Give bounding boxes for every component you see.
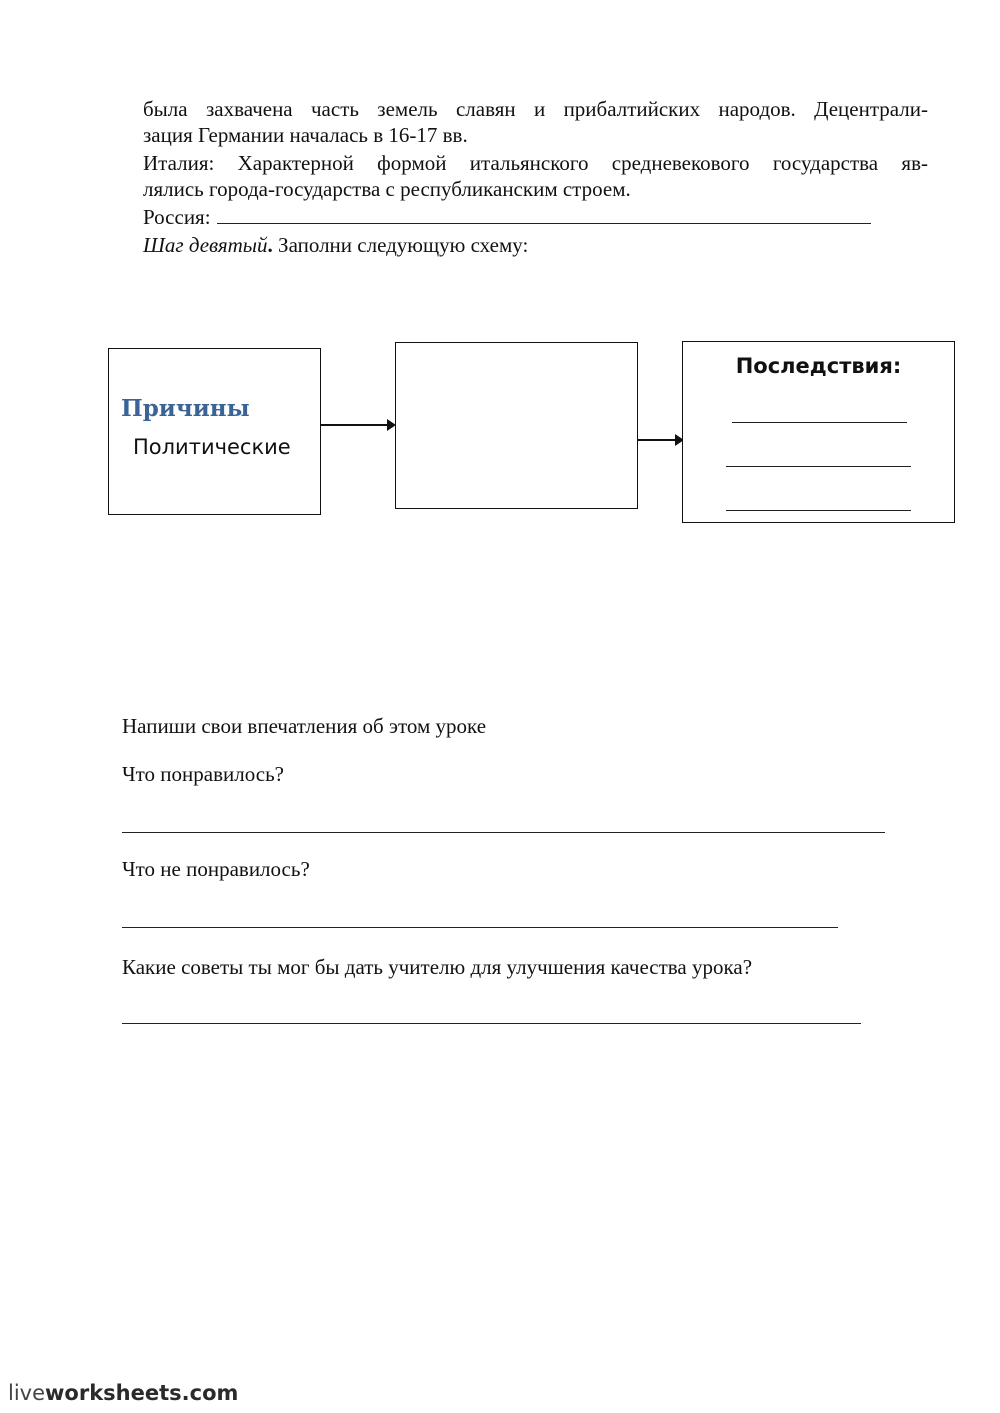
consequences-box (682, 341, 955, 523)
question-advice: Какие советы ты мог бы дать учителю для улучшения качества урока? (122, 955, 753, 979)
paragraph-line-2: зация Германии началась в 16-17 вв. (143, 123, 468, 147)
arrow-right-2 (638, 439, 682, 441)
russia-answer-line[interactable] (217, 203, 871, 224)
answer-line-disliked[interactable] (122, 927, 838, 928)
logo-suffix: .com (181, 1381, 239, 1405)
logo-brand: worksheets (45, 1381, 182, 1405)
russia-row (143, 203, 871, 230)
consequence-line-2[interactable] (726, 466, 911, 467)
consequence-line-3[interactable] (726, 510, 911, 511)
answer-line-liked[interactable] (122, 832, 885, 833)
paragraph-line-4: лялись города-государства с республиканским строем. (143, 177, 631, 201)
causes-box (108, 348, 321, 515)
middle-box-empty[interactable] (395, 342, 638, 509)
question-liked: Что понравилось? (122, 762, 284, 786)
russia-label: Россия: (143, 205, 211, 229)
step-nine-instruction: Заполни следующую схему: (272, 233, 529, 257)
step-nine-line (143, 232, 528, 258)
liveworksheets-logo (8, 1381, 238, 1405)
causes-title: Причины (121, 395, 250, 422)
logo-prefix: live (8, 1381, 46, 1405)
question-disliked: Что не понравилось? (122, 857, 310, 881)
arrow-right-1 (321, 424, 394, 426)
consequence-line-1[interactable] (732, 422, 907, 423)
step-nine-label: Шаг девятый (143, 233, 268, 257)
paragraph-line-1: была захвачена часть земель славян и прибалтийских народов. Децентрали- (143, 97, 928, 121)
consequences-title: Последствия: (735, 354, 902, 378)
answer-line-advice[interactable] (122, 1023, 861, 1024)
paragraph-line-3: Италия: Характерной формой итальянского средневекового государства яв- (143, 151, 928, 175)
step-nine-dot: . (267, 233, 273, 257)
feedback-intro: Напиши свои впечатления об этом уроке (122, 714, 487, 738)
causes-subtitle: Политические (133, 435, 291, 459)
